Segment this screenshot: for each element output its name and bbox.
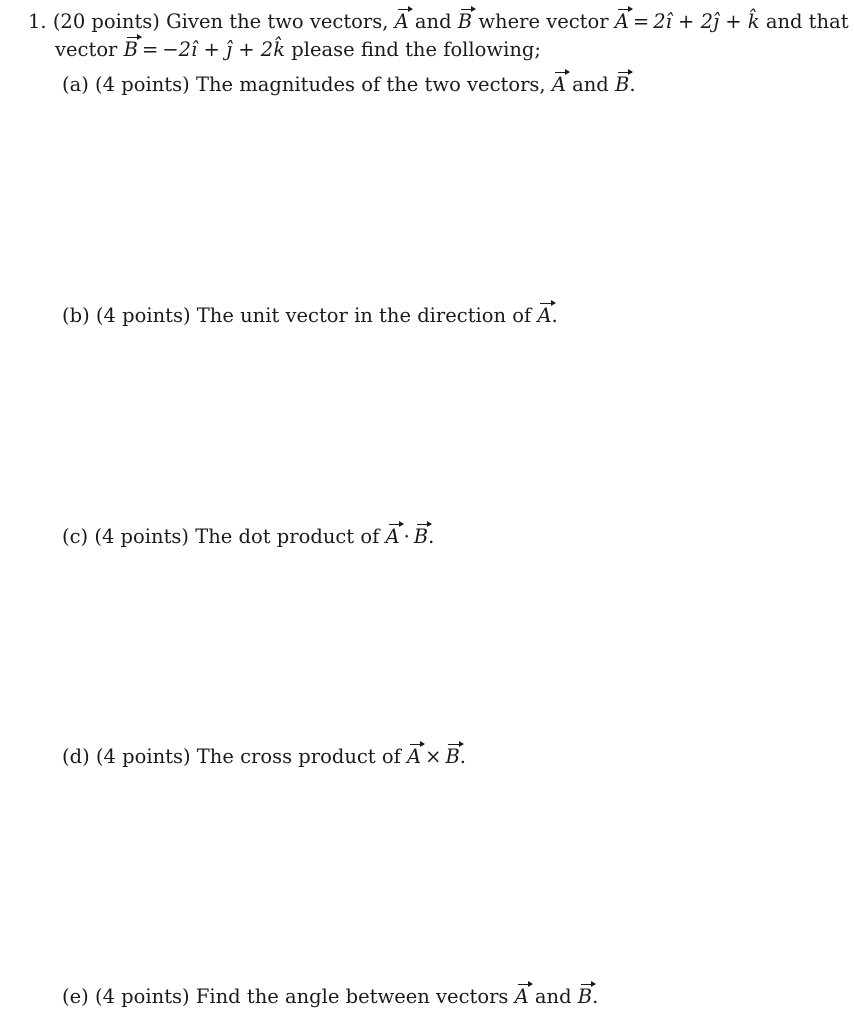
part-e: [62, 987, 598, 1007]
part-c-label: (c): [62, 525, 89, 548]
cross-operator: ×: [425, 745, 442, 768]
part-e-text: Find the angle between vectors: [195, 985, 509, 1008]
vector-a-symbol: A: [407, 745, 422, 768]
part-d-period: .: [459, 745, 466, 768]
part-a-points: (4 points): [95, 73, 190, 96]
part-d-text: The cross product of: [196, 745, 401, 768]
part-d-points: (4 points): [95, 745, 191, 768]
part-b-period: .: [551, 304, 558, 327]
problem-and-that: and that: [765, 10, 849, 33]
vector-a-symbol: A: [385, 525, 400, 548]
vector-b-symbol: B: [123, 38, 138, 61]
vector-a-symbol: A: [551, 73, 566, 96]
problem-please: please find the following;: [291, 38, 541, 61]
vector-b-symbol: B: [445, 745, 460, 768]
part-b-text: The unit vector in the direction of: [196, 304, 532, 327]
problem-line-2: [55, 40, 541, 60]
part-e-period: .: [592, 985, 599, 1008]
vector-a-symbol: A: [394, 10, 409, 33]
part-d-label: (d): [62, 745, 90, 768]
part-e-points: (4 points): [94, 985, 190, 1008]
vector-a-symbol: A: [537, 304, 552, 327]
problem-number: 1.: [28, 10, 47, 33]
part-b: [62, 306, 558, 326]
equals-sign: =: [632, 10, 650, 33]
part-a-text: The magnitudes of the two vectors,: [195, 73, 546, 96]
vector-a-symbol: A: [614, 10, 629, 33]
part-a-and: and: [572, 73, 609, 96]
part-e-and: and: [534, 985, 572, 1008]
vector-b-symbol: B: [413, 525, 429, 548]
part-a: [62, 75, 636, 95]
part-c: [62, 527, 434, 547]
vector-a-expression: 2î + 2ĵ + k̂: [653, 10, 760, 33]
part-a-period: .: [629, 73, 636, 96]
vector-b-symbol: B: [577, 985, 593, 1008]
problem-line-1: [28, 12, 849, 32]
part-a-label: (a): [62, 73, 89, 96]
part-b-label: (b): [62, 304, 90, 327]
problem-where-vector: where vector: [478, 10, 609, 33]
vector-b-symbol: B: [614, 73, 630, 96]
vector-b-expression: −2î + ĵ + 2k̂: [162, 38, 286, 61]
dot-operator: ·: [403, 525, 410, 548]
part-c-text: The dot product of: [195, 525, 380, 548]
part-c-period: .: [428, 525, 435, 548]
part-b-points: (4 points): [95, 304, 191, 327]
vector-b-symbol: B: [457, 10, 473, 33]
part-e-label: (e): [62, 985, 89, 1008]
vector-a-symbol: A: [514, 985, 529, 1008]
problem-points: (20 points): [52, 10, 160, 33]
problem-intro: Given the two vectors,: [166, 10, 389, 33]
part-c-points: (4 points): [94, 525, 190, 548]
problem-vector-word: vector: [55, 38, 118, 61]
equals-sign: =: [141, 38, 159, 61]
part-d: [62, 747, 466, 767]
problem-and: and: [414, 10, 452, 33]
